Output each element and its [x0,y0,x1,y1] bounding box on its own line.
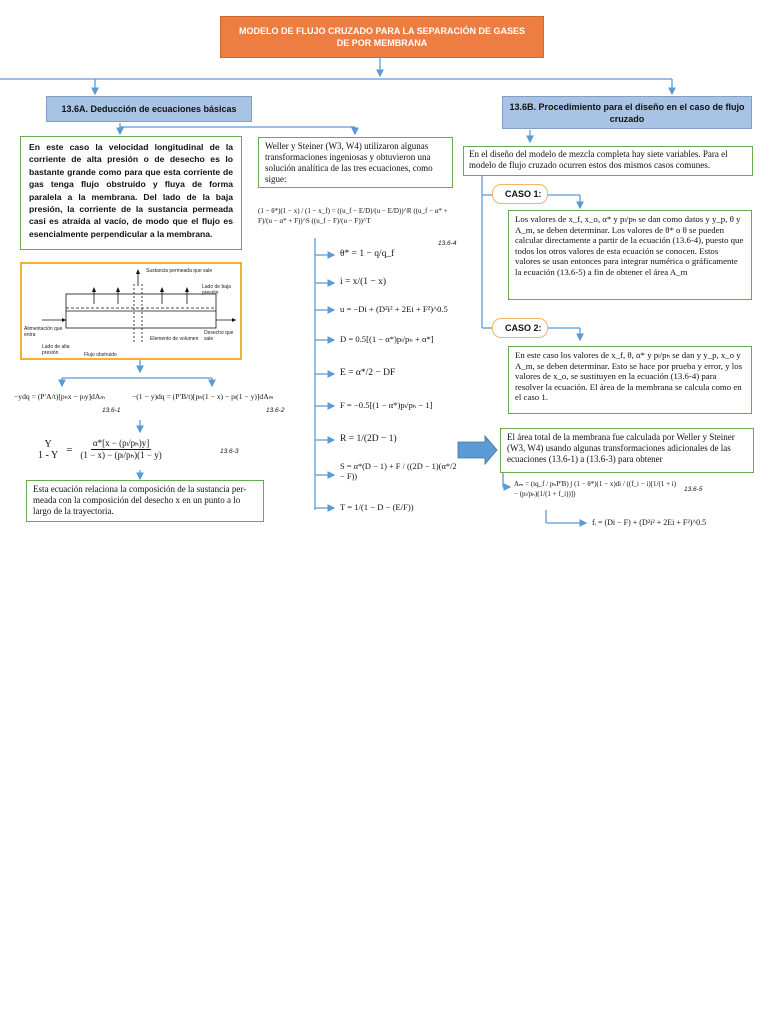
intro-box-middle [258,137,453,188]
caso-2-label: CASO 2: [492,318,548,338]
intro-text-right: En el diseño del modelo de mezcla completa hay siete variables. Para el modelo de flujo cruzado ocurren estos dos mismos casos comunes. [469,149,728,170]
def-t: T = 1/(1 − D − (E/F)) [340,502,414,512]
eq3-left-top: Y [44,438,52,450]
eq3-denominator: (1 − x) − (pₗ/pₕ)(1 − y) [80,450,162,460]
def-e: E = α*/2 − DF [340,368,396,378]
intro-text-middle: Weller y Steiner (W3, W4) utilizaron algunas transformaciones ingeniosas y obtuvieron una solución analítica de las tres ecuaciones, como sigue: [265,141,433,184]
membrane-figure [20,262,242,360]
equation-number-13-6-3: 13.6-3 [220,448,239,455]
def-r: R = 1/(2D − 1) [340,434,397,444]
def-f: F = −0.5[(1 − α*)pₗ/pₕ − 1] [340,400,433,410]
intro-box-right [463,146,753,176]
eq3-numerator: α*[x − (pₗ/pₕ)y] [92,438,150,448]
area-box [500,428,754,473]
intro-box-left [20,136,242,250]
caso-1-box [508,210,752,300]
def-u: u = −Di + (D²i² + 2Ei + F²)^0.5 [340,304,448,314]
label-high-side: Lado de alta presión [42,344,70,356]
caso-1-label: CASO 1: [492,184,548,204]
section-header-13-6a: 13.6A. Deducción de ecuaciones básicas [46,96,252,122]
equation-13-6-1: −ydq = (P′A/t)[pₕx − pₗy]dAₘ [14,392,106,401]
def-theta: θ* = 1 − q/q_f [340,249,395,259]
def-d: D = 0.5[(1 − α*)pₗ/pₕ + α*] [340,334,434,344]
equation-fi: fᵢ = (Di − F) + (D²i² + 2Ei + F²)^0.5 [592,518,707,527]
caso-1-text: Los valores de x_f, x_o, α* y pₗ/pₕ se dan como datos y y_p, θ y A_m, se deben determinar. Los valores de θ* o θ se pueden calcular directamente a partir de la ecuación (13.6-4), puesto que todos los otros valores de esta ecuación se conocen. Estos valores se usan entonces para integrar numérica o gráficamente la ecuación (13.6-5) a fin de obtener el área A_m [515,214,744,277]
label-feed: Alimentación que entra [24,326,63,338]
area-text: El área total de la membrana fue calculada por Weller y Steiner (W3, W4) usando algunas transformaciones adicionales de las ecuaciones (13.6-1) a (13.6-3) para obtener [507,432,735,464]
main-title: MODELO DE FLUJO CRUZADO PARA LA SEPARACIÓN DE GASES DE POR MEMBRANA [220,16,544,58]
label-low-side: Lado de baja presión [202,284,231,296]
section-header-13-6b: 13.6B. Procedimiento para el diseño en el caso de flujo cruzado [502,96,752,129]
equation-13-6-4: (1 − θ*)(1 − x) / (1 − x_f) = ((u_f − E/D)/(u − E/D))^R ((u_f − α* + F)/(u − α* + F))^S ((u_f − F)/(u − F))^T [258,207,448,225]
equation-13-6-2: −(1 − y)dq = (P′B/t)[pₕ(1 − x) − pₗ(1 − y)]dAₘ [132,392,274,401]
equation-number-13-6-4: 13.6-4 [438,240,457,247]
intro-text-left: En este caso la velocidad longitudinal de la corriente de alta presión o de desecho es lo bastante grande como para que esta corriente de gas tenga flujo obstruido y fluya de forma paralela a la membrana. Del lado de la baja presión, la corriente de la sustancia permeada casi es atraída al vacío, de modo que el flujo es esencialmente perpendicular a la membrana. [29,142,233,239]
label-blocked: Flujo obstruido [84,352,117,358]
def-s: S = α*(D − 1) + F / ((2D − 1)(α*/2 − F)) [340,462,457,481]
equation-13-6-3: Y 1 - Y = $\frac{\text{α*[x − (pₗ/pₕ)y]}}{\text{(1 − x) − (pₗ/pₕ)(1 − y)}}$ [38,438,162,461]
caso-2-text: En este caso los valores de x_f, θ, α* y pₗ/pₕ se dan y y_p, x_o y A_m, se deben determinar. Esto se hace por prueba y error, y los valores de x_o, se sustituyen en la ecuación (13.6-4) para resolver la ecuación. El área de la membrana se calcula como en el caso 1. [515,350,743,403]
equation-number-13-6-1: 13.6-1 [102,407,121,414]
equation-number-13-6-5: 13.6-5 [684,486,703,493]
note-box [26,480,264,522]
equation-number-13-6-2: 13.6-2 [266,407,285,414]
note-text: Esta ecuación relaciona la composición de la sustancia per-meada con la composición del desecho x en un punto a lo largo de la trayectoria. [33,484,247,516]
eq3-left-bottom: 1 - Y [38,449,59,461]
label-waste: Desecho que sale [204,330,234,342]
def-i: i = x/(1 − x) [340,277,387,287]
caso-2-box [508,346,752,414]
equation-13-6-5: Aₘ = (tq_f / pₕP′B) ∫ (1 − θ*)(1 − x)di / ((f_i − i)[1/(1 + i) − (pₗ/pₕ)(1/(1 + f_i))]) [514,480,677,498]
label-permeate: Sustancia permeada que sale [146,268,213,274]
label-element: Elemento de volumen [150,336,199,342]
